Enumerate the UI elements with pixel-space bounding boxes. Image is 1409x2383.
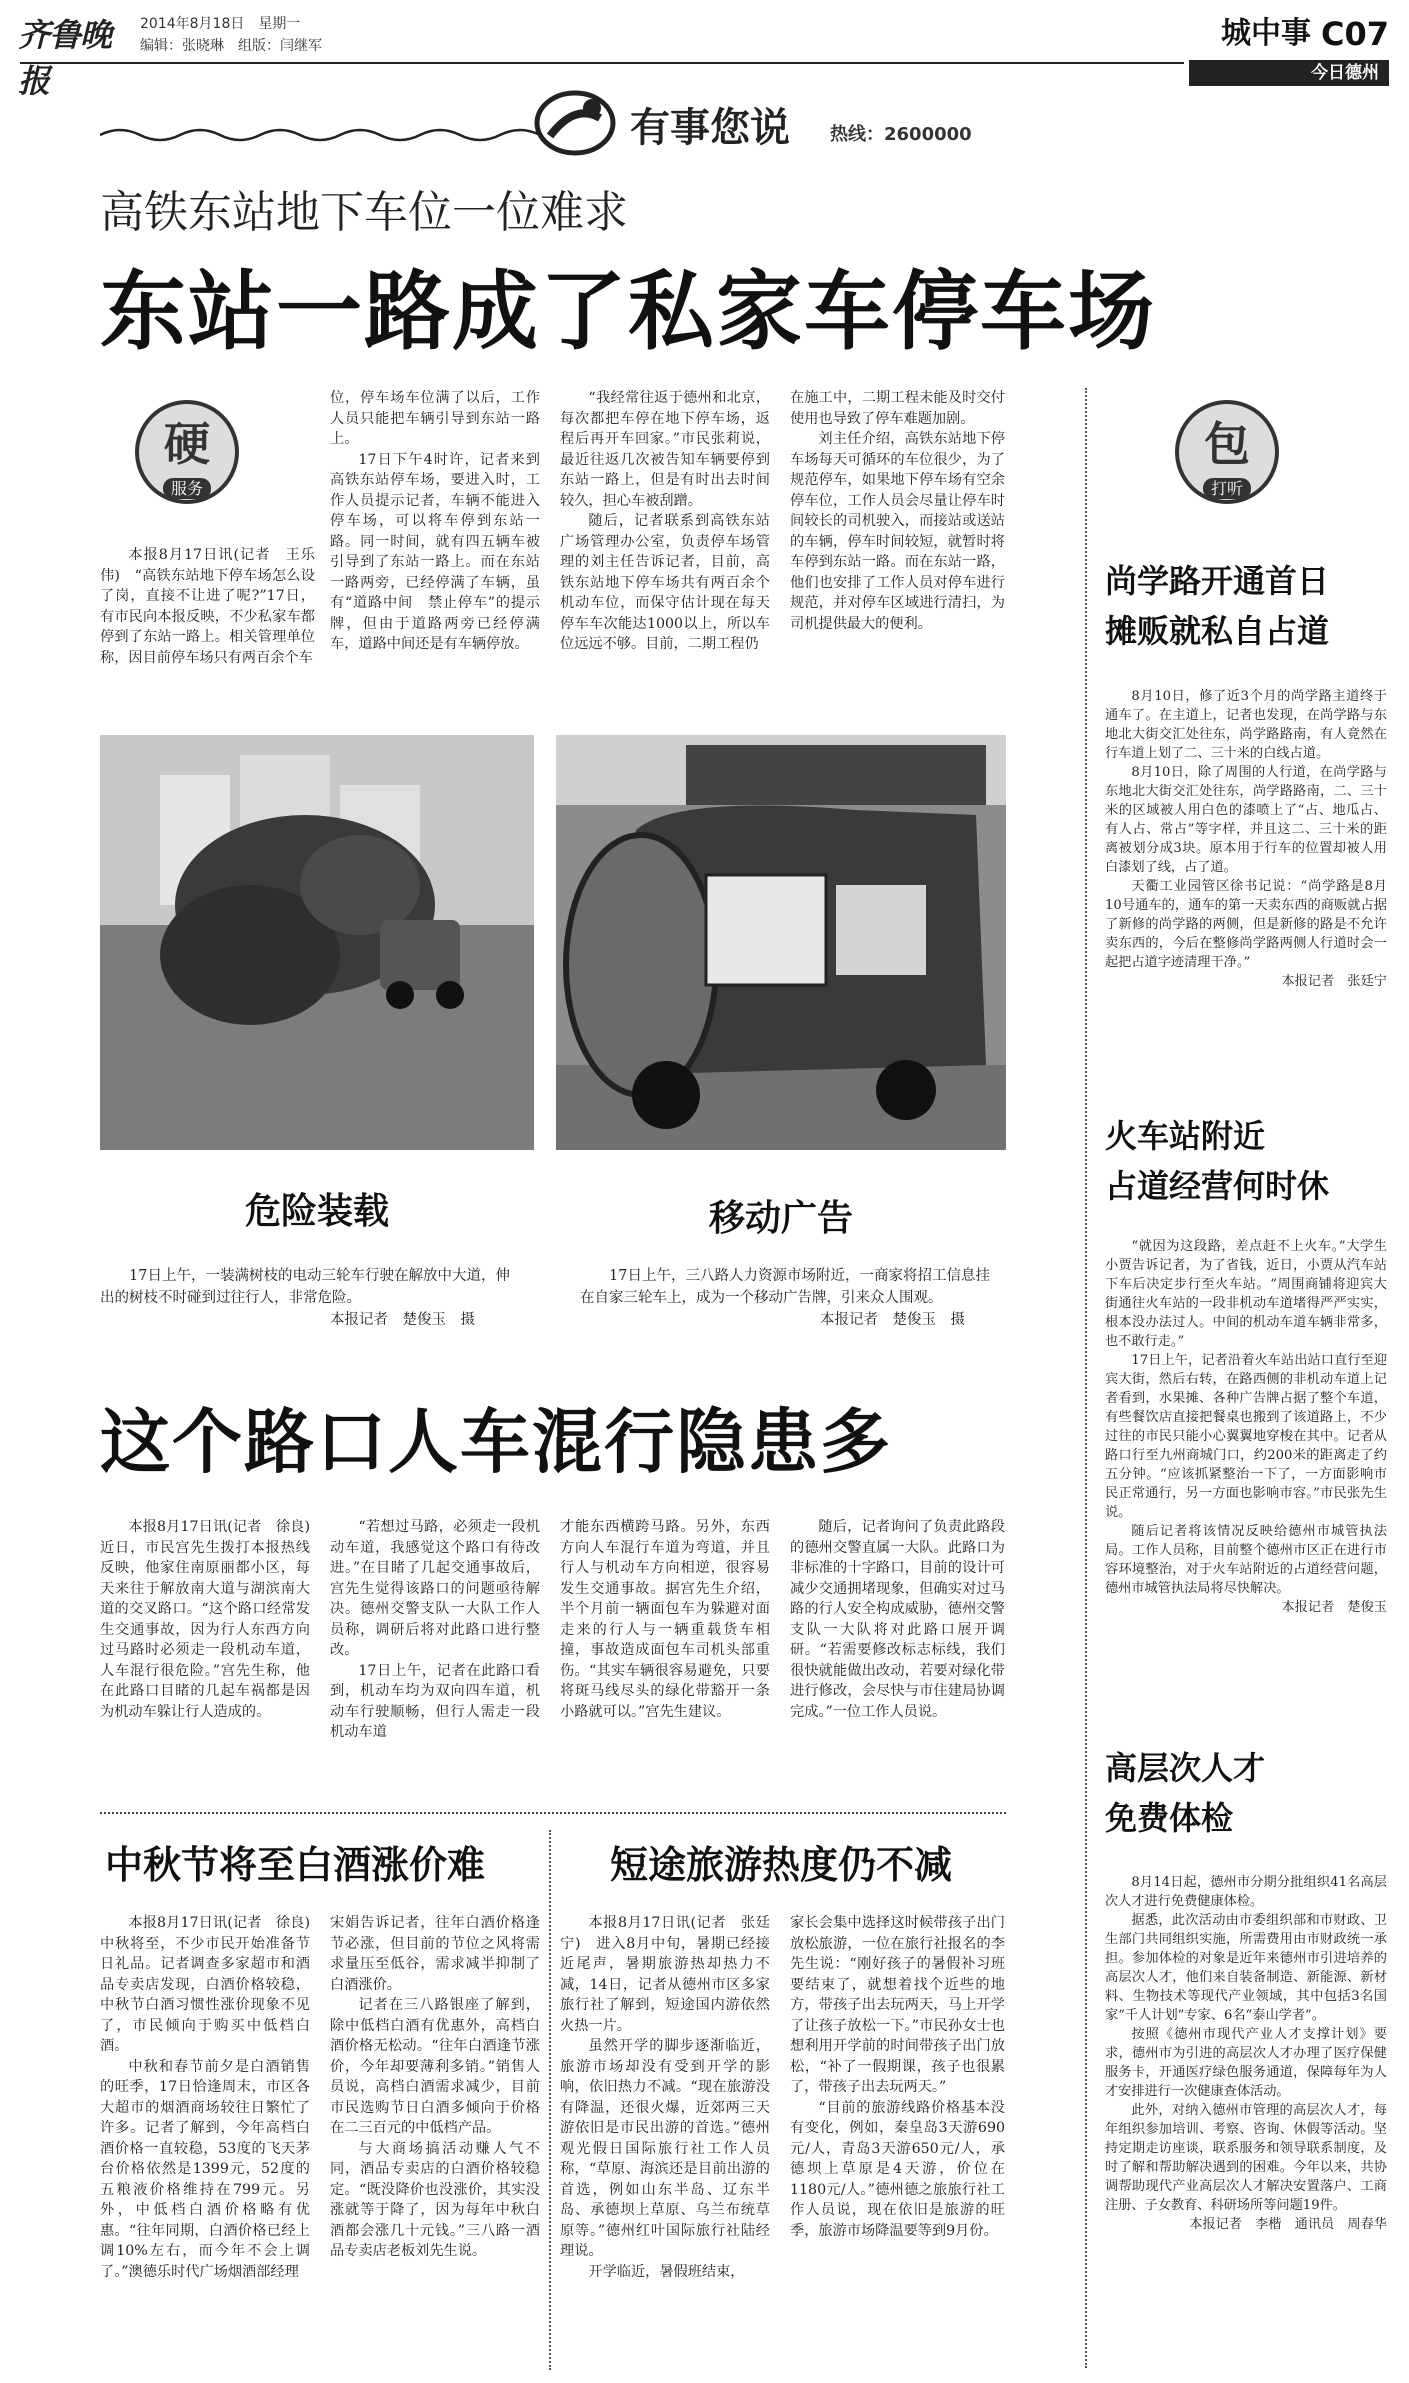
header-date: 2014年8月18日 星期一	[140, 16, 301, 32]
badge-inquiry-big: 包	[1204, 417, 1250, 471]
paragraph: 按照《德州市现代产业人才支撑计划》要求，德州市为引进的高层次人才办理了医疗保健服务卡，开通医疗绿色服务通道，保障每年为人才安排进行一次健康查体活动。	[1105, 2027, 1387, 2099]
paragraph: 17日上午，记者沿着火车站出站口直行至迎宾大街，然后右转，在路西侧的非机动车道上记者看到，水果摊、各种广告牌占据了整个车道，有些餐饮店直接把餐桌也搬到了该道路上，不少过往的市民只能小心翼翼地穿梭在其中。记者从路口行至九州商城门口，约200米的距离走了约五分钟。“应该抓紧整治一下了，一方面影响市民正常通行，另一方面也影响市容。”市民张先生说。	[1105, 1353, 1387, 1520]
tourism-headline: 短途旅游热度仍不减	[610, 1843, 953, 1887]
photo-credit-1: 本报记者 楚俊玉 摄	[330, 1312, 475, 1328]
header-rule	[20, 62, 1184, 64]
tourism-col-2	[790, 1913, 1005, 2241]
lead-headline: 东站一路成了私家车停车场	[100, 262, 1156, 362]
sidebar-item-2-body	[1105, 1237, 1387, 1617]
photo-caption-1: 17日上午，一装满树枝的电动三轮车行驶在解放中大道，伸出的树枝不时碰到过往行人，非常危险。	[100, 1268, 510, 1306]
photo-caption-2: 17日上午，三八路人力资源市场附近，一商家将招工信息挂在自家三轮车上，成为一个移动广告牌，引来众人围观。	[580, 1268, 990, 1306]
paragraph: 位，停车场车位满了以后，工作人员只能把车辆引导到东站一路上。	[330, 390, 540, 447]
credit: 本报记者 张廷宁	[1281, 974, 1387, 989]
paragraph: 随后，记者联系到高铁东站广场管理办公室，负责停车场管理的刘主任告诉记者，目前，高铁东站地下停车场共有两百余个机动车位，而保守估计现在每天停车车次能达1000以上，所以车位远远不够。目前，二期工程仍	[560, 513, 770, 652]
intersection-col-3	[560, 1517, 770, 1722]
liquor-col-2	[330, 1913, 540, 2262]
paragraph: 在施工中，二期工程未能及时交付使用也导致了停车难题加剧。	[790, 390, 1005, 427]
section-name: 城中事	[1220, 16, 1311, 51]
paragraph: 此外，对纳入德州市管理的高层次人才，每年组织参加培训、考察、咨询、休假等活动。坚持定期走访座谈，联系服务和领导联系制度，及时了解和帮助解决遇到的困难。今年以来，共协调帮助现代产业高层次人才解决安置落户、工商注册、子女教育、科研场所等问题19件。	[1105, 2103, 1387, 2213]
liquor-headline: 中秋节将至白酒涨价难	[105, 1843, 486, 1887]
paragraph: 宋娟告诉记者，往年白酒价格逢节必涨，但目前的节位之风将需求量压至低谷，需求减半抑制了白酒涨价。	[330, 1915, 540, 1993]
tourism-col-1	[560, 1913, 770, 2282]
banner-wave-left	[100, 125, 540, 145]
banner-title: 有事您说	[630, 105, 790, 151]
phone-icon	[530, 88, 620, 158]
badge-service-big: 硬	[164, 417, 210, 471]
masthead-logo: 齐鲁晚报	[18, 16, 112, 100]
lead-col-1	[100, 545, 315, 668]
paragraph: 17日下午4时许，记者来到高铁东站停车场，要进入时，工作人员提示记者，车辆不能进入停车场，可以将车停到东站一路。同一时间，就有四五辆车被引导到了东站一路上。而在东站一路两旁，已经停满了车辆，虽有“道路中间 禁止停车”的提示牌，但由于道路两旁已经停满车，道路中间还是有车辆停放。	[330, 451, 540, 652]
paragraph: 家长会集中选择这时候带孩子出门放松旅游，一位在旅行社报名的李先生说：“刚好孩子的暑假补习班要结束了，就想着找个近些的地方，带孩子出去玩两天，马上开学了让孩子放松一下。”市民孙女士也想利用开学前的时间带孩子出门放松，“补了一假期课，孩子也很累了，带孩子出去玩两天。”	[790, 1915, 1005, 2095]
paragraph: 开学临近，暑假班结束，	[588, 2263, 745, 2280]
section-sub: 今日德州	[1189, 60, 1389, 86]
liquor-col-1	[100, 1913, 325, 2282]
paragraph: “我经常往返于德州和北京，每次都把车停在地下停车场，返程后再开车回家。”市民张莉说，最近往返几次被告知车辆要停到东站一路上，但是有时出去时间较久，担心车被刮蹭。	[560, 390, 770, 509]
paragraph: 8月14日起，德州市分期分批组织41名高层次人才进行免费健康体检。	[1105, 1875, 1387, 1909]
badge-inquiry	[1175, 400, 1279, 504]
sidebar-item-3-title-2: 免费体检	[1105, 1799, 1234, 1837]
paragraph: 与大商场搞活动赚人气不同，酒品专卖店的白酒价格较稳定。“既没降价也没涨价，其实没涨就等于降了，因为每年中秋白酒都会涨几十元钱。”三八路一酒品专卖店老板刘先生说。	[330, 2140, 540, 2259]
paragraph: 17日上午，记者在此路口看到，机动车均为双向四车道，机动车行驶顺畅，但行人需走一段机动车道	[330, 1662, 540, 1740]
column-divider	[549, 1830, 551, 2370]
paragraph: 本报8月17日讯(记者 徐良) 近日，市民宫先生拨打本报热线反映，他家住南原丽都小区，每天来往于解放南大道与湖滨南大道的交叉路口。“这个路口经常发生交通事故，因为行人东西方向过马路时必须走一段机动车道，人车混行很危险。”宫先生称，他在此路口目睹的几起车祸都是因为机动车躲让行人造成的。	[100, 1519, 325, 1720]
page-number: C07	[1320, 15, 1389, 53]
paragraph: “目前的旅游线路价格基本没有变化，例如，秦皇岛3天游690元/人，青岛3天游650元/人，承德坝上草原是4天游，价位在1180元/人。”德州德之旅旅行社工作人员说，现在依旧是旅游的旺季，旅游市场降温要等到9月份。	[790, 2099, 1005, 2239]
section-box	[1211, 14, 1389, 54]
banner-hotline: 热线：2600000	[830, 124, 972, 145]
paragraph: 本报8月17日讯(记者 王乐伟) “高铁东站地下停车场怎么设了岗，直接不让进了呢?”17日，有市民向本报反映，不少私家车都停到了东站一路上。相关管理单位称，因目前停车场只有两百余个车	[100, 547, 315, 666]
paragraph: 本报8月17日讯(记者 张廷宁) 进入8月中旬，暑期已经接近尾声，暑期旅游热却热力不减，14日，记者从德州市区多家旅行社了解到，短途国内游依然火热一片。	[560, 1915, 770, 2034]
credit: 本报记者 李楷 通讯员 周春华	[1189, 2217, 1387, 2232]
intersection-headline: 这个路口人车混行隐患多	[100, 1401, 892, 1483]
photo-credit-2: 本报记者 楚俊玉 摄	[820, 1312, 965, 1328]
sidebar-item-3-title-1: 高层次人才	[1105, 1749, 1266, 1787]
paragraph: 随后，记者询问了负责此路段的德州交警直属一大队。此路口为非标准的十字路口，目前的设计可减少交通拥堵现象，但确实对过马路的行人安全构成威胁，德州交警支队一大队将对此路口展开调研。“若需要修改标志标线，我们很快就能做出改动，若要对绿化带进行修改，会尽快与市住建局协调完成。”一位工作人员说。	[790, 1519, 1005, 1720]
paragraph: 刘主任介绍，高铁东站地下停车场每天可循环的车位很少，为了规范停车，如果地下停车场有空余停车位，工作人员会尽量让停车时间较长的司机驶入，而接站或送站的车辆，停车时间较短，就暂时将车停到东站一路。而在东站一路，他们也安排了工作人员对停车进行规范，并对停车区域进行清扫，为司机提供最大的便利。	[790, 431, 1005, 632]
sidebar-divider	[1085, 388, 1087, 2368]
paragraph: 8月10日，除了周围的人行道，在尚学路与东地北大街交汇处往东，尚学路路南，二、三十米的区域被人用白色的漆喷上了“占、地瓜占、有人占、常占”等字样，并且这二、三十米的距离被划分成3块。原本用于行车的位置却被人用白漆划了线，占了道。	[1105, 765, 1387, 875]
badge-service	[135, 400, 239, 504]
paragraph: 随后记者将该情况反映给德州市城管执法局。工作人员称，目前整个德州市区正在进行市容环境整治，对于火车站附近的占道经营问题，德州市城管执法局将尽快解决。	[1105, 1524, 1387, 1596]
intersection-col-2	[330, 1517, 540, 1743]
sidebar-item-1-body	[1105, 687, 1387, 991]
lead-col-4	[790, 388, 1005, 634]
paragraph: “就因为这段路，差点赶不上火车。”大学生小贾告诉记者，为了省钱，近日，小贾从汽车站下车后决定步行至火车站。“周围商铺将迎宾大街通往火车站的一段非机动车道堵得严严实实，根本没办法过人。中间的机动车道车辆非常多，也不敢行走。”	[1105, 1239, 1387, 1349]
badge-service-small: 服务	[163, 478, 211, 499]
credit: 本报记者 楚俊玉	[1281, 1600, 1387, 1615]
lead-col-2	[330, 388, 540, 655]
paragraph: 据悉，此次活动由市委组织部和市财政、卫生部门共同组织实施，所需费用由市财政统一承担。参加体检的对象是近年来德州市引进培养的高层次人才，他们来自装备制造、新能源、新材料、生物技术等现代产业领域，其中包括3名国家“千人计划”专家、6名“泰山学者”。	[1105, 1913, 1387, 2023]
lead-kicker: 高铁东站地下车位一位难求	[100, 187, 628, 238]
divider	[100, 1812, 1006, 1814]
lead-col-3	[560, 388, 770, 655]
photo-dangerous-load	[100, 735, 534, 1150]
paragraph: “若想过马路，必须走一段机动车道，我感觉这个路口有待改进。”在目睹了几起交通事故后，宫先生觉得该路口的问题亟待解决。德州交警支队一大队工作人员称，调研后将对此路口进行整改。	[330, 1519, 540, 1658]
paragraph: 虽然开学的脚步逐渐临近，旅游市场却没有受到开学的影响，依旧热力不减。“现在旅游没有降温，还很火爆，近郊两三天游依旧是市民出游的首选。”德州观光假日国际旅行社工作人员称，“草原、海滨还是目前出游的首选，例如山东半岛、辽东半岛、承德坝上草原、乌兰布统草原等。”德州红叶国际旅行社陆经理说。	[560, 2038, 770, 2259]
badge-inquiry-small: 打听	[1203, 478, 1251, 499]
paragraph: 中秋和春节前夕是白酒销售的旺季，17日恰逢周末，市区各大超市的烟酒商场较往日繁忙了许多。记者了解到，今年高档白酒价格一直较稳，53度的飞天茅台价格依然是1399元，52度的五粮液价格维持在799元。另外，中低档白酒价格略有优惠。“往年同期，白酒价格已经上调10%左右，而今年不会上调了。”澳德乐时代广场烟酒部经理	[100, 2058, 310, 2280]
paragraph: 记者在三八路银座了解到，除中低档白酒有优惠外，高档白酒价格无松动。“往年白酒逢节涨价，今年却要薄利多销。”销售人员说，高档白酒需求减少，目前市民选购节日白酒多倾向于价格在二三百元的中低档产品。	[330, 1997, 540, 2136]
photo-title-2: 移动广告	[708, 1198, 853, 1239]
paragraph: 才能东西横跨马路。另外，东西方向人车混行车道为弯道，并且行人与机动车方向相逆，很容易发生交通事故。据宫先生介绍，半个月前一辆面包车为躲避对面走来的行人与一辆重载货车相撞，事故造成面包车司机头部重伤。“其实车辆很容易避免，只要将斑马线尽头的绿化带豁开一条小路就可以。”宫先生建议。	[560, 1519, 770, 1720]
sidebar-item-3-body	[1105, 1873, 1387, 2234]
paragraph: 8月10日，修了近3个月的尚学路主道终于通车了。在主道上，记者也发现，在尚学路与东地北大街交汇处往东，尚学路路南，有人竟然在行车道上划了二、三十米的白线占道。	[1105, 689, 1387, 761]
intersection-col-1	[100, 1517, 325, 1722]
sidebar-item-2-title-2: 占道经营何时休	[1105, 1167, 1330, 1205]
paragraph: 本报8月17日讯(记者 徐良) 中秋将至，不少市民开始准备节日礼品。记者调查多家超市和酒品专卖店发现，白酒价格较稳，中秋节白酒习惯性涨价现象不见了，市民倾向于购买中低档白酒。	[100, 1915, 325, 2054]
sidebar-item-1-title-2: 摊贩就私自占道	[1105, 612, 1330, 650]
photo-title-1: 危险装载	[244, 1191, 389, 1232]
paragraph: 天衢工业园管区徐书记说：“尚学路是8月10号通车的，通车的第一天卖东西的商贩就占据了新修的尚学路的两侧，但是新修的路是不允许卖东西的，今后在整修尚学路两侧人行道时会一起把占道字迹清理干净。”	[1105, 879, 1387, 970]
header-editor: 编辑：张晓琳 组版：闫继军	[140, 38, 322, 54]
intersection-col-4	[790, 1517, 1005, 1722]
sidebar-item-1-title-1: 尚学路开通首日	[1105, 562, 1330, 600]
photo-mobile-ad	[556, 735, 1006, 1150]
sidebar-item-2-title-1: 火车站附近	[1105, 1117, 1266, 1155]
